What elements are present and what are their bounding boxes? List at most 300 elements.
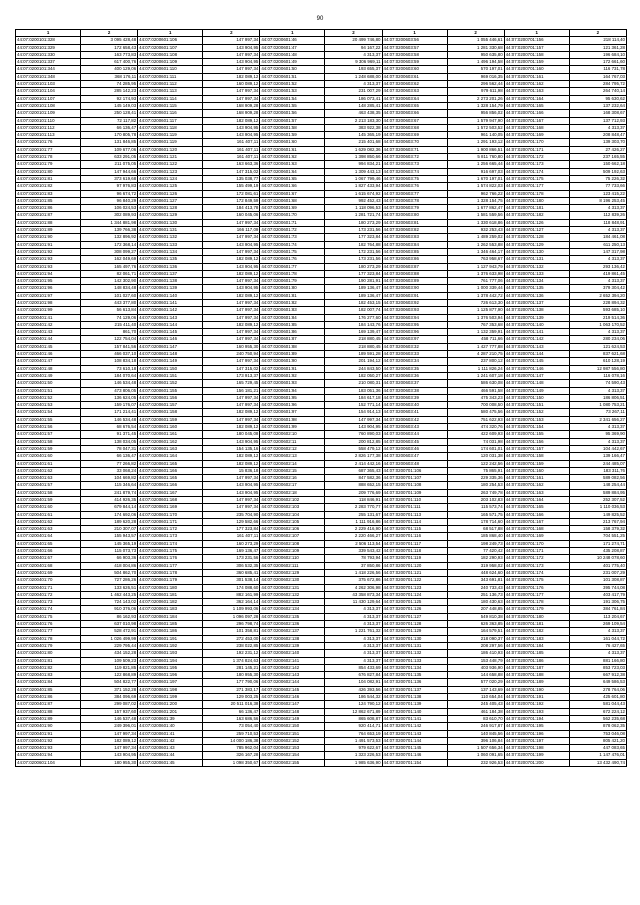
cadastral-value-cell: 426 393,56 xyxy=(325,686,382,693)
cadastral-value-cell: 1 418 226,56 xyxy=(325,569,382,576)
cadastral-number-cell: 44:07:0200601:77 xyxy=(260,263,325,270)
cadastral-value-cell: 147 315,02 xyxy=(203,365,260,372)
cadastral-value-cell: 191 306,75 xyxy=(569,599,626,606)
cadastral-value-cell: 4 313,37 xyxy=(325,657,382,664)
cadastral-value-cell: 474 320,76 xyxy=(447,424,504,431)
cadastral-value-cell: 158 379,32 xyxy=(569,526,626,533)
cadastral-value-cell: 210 307,07 xyxy=(81,526,138,533)
table-row xyxy=(16,358,627,365)
cadastral-number-cell: 44:07:0200401:79 xyxy=(16,642,81,649)
cadastral-value-cell: 1 581 559,56 xyxy=(447,212,504,219)
cadastral-value-cell: 143 904,95 xyxy=(203,124,260,131)
cadastral-value-cell: 210 080,31 xyxy=(325,380,382,387)
cadastral-number-cell: 44:07:0200701:135 xyxy=(504,285,569,292)
cadastral-number-cell: 44:07:0200601:57 xyxy=(260,117,325,124)
cadastral-value-cell: 182 089,12 xyxy=(203,292,260,299)
cadastral-value-cell: 4 313,37 xyxy=(569,278,626,285)
cadastral-number-cell: 44:07:0200601:49 xyxy=(260,59,325,66)
table-row xyxy=(16,88,627,95)
table-row xyxy=(16,241,627,248)
cadastral-number-cell: 44:07:0200101:83 xyxy=(16,190,81,197)
cadastral-number-cell: 44:07:0200701:165 xyxy=(504,102,569,109)
cadastral-number-cell: 44:07:0200602:146 xyxy=(260,694,325,701)
cadastral-number-cell: 44:07:0200601:41 xyxy=(138,730,203,737)
cadastral-number-cell: 44:07:0200701:161 xyxy=(504,475,569,482)
cadastral-value-cell: 108 834,18 xyxy=(81,358,138,365)
cadastral-number-cell: 44:07:0200601:167 xyxy=(138,489,203,496)
table-row xyxy=(16,168,627,175)
cadastral-number-cell: 44:07:0200602:11 xyxy=(260,438,325,445)
cadastral-number-cell: 44:07:0200701:156 xyxy=(504,438,569,445)
cadastral-value-cell: 767 353,68 xyxy=(447,321,504,328)
cadastral-number-cell: 44:07:0200101:98 xyxy=(16,299,81,306)
cadastral-value-cell: 961 140,05 xyxy=(447,132,504,139)
cadastral-value-cell: 147 997,34 xyxy=(203,51,260,58)
cadastral-number-cell: 44:07:0200601:124 xyxy=(138,175,203,182)
cadastral-value-cell: 251 136,73 xyxy=(447,591,504,598)
cadastral-number-cell: 44:07:0200701:186 xyxy=(504,657,569,664)
cadastral-value-cell: 76 427,65 xyxy=(569,642,626,649)
cadastral-value-cell: 184 413,78 xyxy=(203,205,260,212)
cadastral-value-cell: 11 430 129,64 xyxy=(325,599,382,606)
cadastral-number-cell: 44:07:0200603:67 xyxy=(382,117,447,124)
cadastral-value-cell: 443 377,80 xyxy=(81,299,138,306)
cadastral-value-cell: 168 909,28 xyxy=(203,102,260,109)
cadastral-value-cell: 916 697,03 xyxy=(447,168,504,175)
cadastral-value-cell: 373 619,68 xyxy=(81,175,138,182)
cadastral-value-cell: 147 997,34 xyxy=(203,497,260,504)
table-row xyxy=(16,292,627,299)
cadastral-value-cell: 162 049,69 xyxy=(81,256,138,263)
cadastral-value-cell: 753 046,08 xyxy=(569,730,626,737)
cadastral-number-cell: 44:07:0200602:135 xyxy=(260,613,325,620)
cadastral-value-cell: 888 652,15 xyxy=(325,482,382,489)
cadastral-number-cell: 44:07:0200701:183 xyxy=(504,635,569,642)
cadastral-number-cell: 44:07:0200401:93 xyxy=(16,745,81,752)
cadastral-number-cell: 44:07:0200701:142 xyxy=(382,723,447,730)
cadastral-number-cell: 44:07:0200401:59 xyxy=(16,497,81,504)
cadastral-value-cell: 73 610,18 xyxy=(81,365,138,372)
cadastral-number-cell: 44:07:0200603:64 xyxy=(382,95,447,102)
cadastral-value-cell: 143 904,95 xyxy=(203,59,260,66)
cadastral-number-cell: 44:07:0200602:12 xyxy=(260,445,325,452)
page-number: 90 xyxy=(316,16,324,22)
cadastral-value-cell: 528 472,91 xyxy=(81,628,138,635)
table-row xyxy=(16,402,627,409)
cadastral-number-cell: 44:07:0200603:33 xyxy=(382,351,447,358)
cadastral-value-cell: 244 843,50 xyxy=(325,365,382,372)
cadastral-number-cell: 44:07:0200602:105 xyxy=(260,518,325,525)
table-row xyxy=(16,285,627,292)
cadastral-value-cell: 1 374 824,63 xyxy=(203,657,260,664)
cadastral-value-cell: 1 111 826,24 xyxy=(447,365,504,372)
cadastral-number-cell: 44:07:0200601:43 xyxy=(138,745,203,752)
cadastral-number-cell: 44:07:0200601:139 xyxy=(138,285,203,292)
cadastral-number-cell: 44:07:0200601:127 xyxy=(138,197,203,204)
cadastral-value-cell: 113 204,67 xyxy=(569,613,626,620)
table-row xyxy=(16,205,627,212)
cadastral-value-cell: 250 128,41 xyxy=(81,110,138,117)
cadastral-number-cell: 44:07:0200701:194 xyxy=(504,715,569,722)
cadastral-value-cell: 143 904,95 xyxy=(203,44,260,51)
cadastral-number-cell: 44:07:0200603:81 xyxy=(382,219,447,226)
cadastral-number-cell: 44:07:0200701:187 xyxy=(504,664,569,671)
cadastral-value-cell: 129 582,66 xyxy=(203,518,260,525)
cadastral-number-cell: 44:07:0200602:144 xyxy=(260,679,325,686)
cadastral-value-cell: 176 277,60 xyxy=(325,314,382,321)
cadastral-number-cell: 44:07:0200701:162 xyxy=(504,81,569,88)
cadastral-value-cell: 13 432 490,74 xyxy=(569,759,626,766)
cadastral-value-cell: 326 167,28 xyxy=(203,752,260,759)
cadastral-number-cell: 44:07:0200701:147 xyxy=(504,372,569,379)
cadastral-number-cell: 44:07:0200602:141 xyxy=(260,657,325,664)
cadastral-number-cell: 44:07:0200701:195 xyxy=(504,723,569,730)
cadastral-value-cell: 172 661,60 xyxy=(569,59,626,66)
cadastral-value-cell: 143 904,95 xyxy=(203,489,260,496)
cadastral-value-cell: 182 290,93 xyxy=(447,555,504,562)
cadastral-value-cell: 171 214,41 xyxy=(81,409,138,416)
cadastral-value-cell: 218 114,40 xyxy=(569,37,626,44)
cadastral-number-cell: 44:07:0200602:153 xyxy=(260,745,325,752)
cadastral-value-cell: 2 341 656,27 xyxy=(569,416,626,423)
cadastral-value-cell: 383 922,38 xyxy=(325,124,382,131)
cadastral-value-cell: 184 461,08 xyxy=(569,234,626,241)
cadastral-value-cell: 208 297,56 xyxy=(447,642,504,649)
cadastral-value-cell: 271 383,17 xyxy=(203,686,260,693)
cadastral-number-cell: 44:07:0200101:103 xyxy=(16,81,81,88)
cadastral-number-cell: 44:07:0200603:58 xyxy=(382,51,447,58)
cadastral-value-cell: 148 285,41 xyxy=(325,102,382,109)
cadastral-number-cell: 44:07:0200701:184 xyxy=(504,642,569,649)
cadastral-number-cell: 44:07:0200701:159 xyxy=(504,460,569,467)
cadastral-value-cell: 4 313,37 xyxy=(569,329,626,336)
cadastral-number-cell: 44:07:0200701:165 xyxy=(504,504,569,511)
cadastral-value-cell: 463 438,35 xyxy=(325,110,382,117)
cadastral-value-cell: 403 417,79 xyxy=(569,591,626,598)
table-row xyxy=(16,139,627,146)
cadastral-number-cell: 44:07:0200601:128 xyxy=(138,205,203,212)
cadastral-number-cell: 44:07:0200101:86 xyxy=(16,205,81,212)
cadastral-number-cell: 44:07:0200601:158 xyxy=(138,409,203,416)
cadastral-number-cell: 44:07:0200603:69 xyxy=(382,132,447,139)
cadastral-number-cell: 44:07:0200701:153 xyxy=(504,416,569,423)
cadastral-number-cell: 44:07:0200601:109 xyxy=(138,59,203,66)
cadastral-value-cell: 183 311,76 xyxy=(569,467,626,474)
cadastral-number-cell: 44:07:0200701:182 xyxy=(504,628,569,635)
cadastral-value-cell: 182 089,12 xyxy=(203,460,260,467)
cadastral-number-cell: 44:07:0200603:47 xyxy=(382,453,447,460)
cadastral-value-cell: 2 826 177,38 xyxy=(325,453,382,460)
cadastral-number-cell: 44:07:0200101:80 xyxy=(16,168,81,175)
cadastral-number-cell: 44:07:0200601:71 xyxy=(260,219,325,226)
cadastral-number-cell: 44:07:0200101:91 xyxy=(16,241,81,248)
cadastral-value-cell: 12 862 671,89 xyxy=(325,708,382,715)
cadastral-number-cell: 44:07:0200603:46 xyxy=(382,445,447,452)
cadastral-value-cell: 558 479,12 xyxy=(325,445,382,452)
cadastral-value-cell: 172 658,43 xyxy=(81,44,138,51)
cadastral-value-cell: 2 283 770,77 xyxy=(325,504,382,511)
cadastral-value-cell: 1 291 193,12 xyxy=(447,139,504,146)
cadastral-value-cell: 1 323 226,53 xyxy=(325,752,382,759)
cadastral-value-cell: 155 499,19 xyxy=(203,183,260,190)
cadastral-number-cell: 44:07:0200701:177 xyxy=(504,183,569,190)
cadastral-number-cell: 44:07:0200101:94 xyxy=(16,270,81,277)
header-cell: 2 xyxy=(569,30,626,37)
cadastral-number-cell: 44:07:0200603:95 xyxy=(382,321,447,328)
cadastral-value-cell: 143 904,95 xyxy=(81,752,138,759)
cadastral-value-cell: 161 407,11 xyxy=(203,533,260,540)
header-cell: 1 xyxy=(260,30,325,37)
cadastral-number-cell: 44:07:0200601:67 xyxy=(260,190,325,197)
table-row xyxy=(16,37,627,44)
table-row xyxy=(16,679,627,686)
cadastral-value-cell: 617 400,76 xyxy=(81,59,138,66)
cadastral-value-cell: 1 132 359,91 xyxy=(447,329,504,336)
cadastral-value-cell: 148 834,48 xyxy=(81,285,138,292)
cadastral-number-cell: 44:07:0200701:113 xyxy=(382,511,447,518)
cadastral-value-cell: 418 004,86 xyxy=(81,562,138,569)
cadastral-number-cell: 44:07:0200601:39 xyxy=(138,715,203,722)
cadastral-value-cell: 384 096,69 xyxy=(81,694,138,701)
cadastral-value-cell: 1 241 607,18 xyxy=(447,372,504,379)
header-cell: 2 xyxy=(203,30,260,37)
cadastral-value-cell: 86 162,93 xyxy=(81,613,138,620)
cadastral-number-cell: 44:07:0200401:60 xyxy=(16,453,81,460)
table-row xyxy=(16,197,627,204)
cadastral-number-cell: 44:07:0200401:59 xyxy=(16,445,81,452)
cadastral-number-cell: 44:07:0200601:114 xyxy=(138,95,203,102)
cadastral-value-cell: 182 089,12 xyxy=(203,453,260,460)
cadastral-number-cell: 44:07:0200601:134 xyxy=(138,248,203,255)
cadastral-value-cell: 4 262 306,98 xyxy=(325,584,382,591)
cadastral-value-cell: 147 997,34 xyxy=(203,504,260,511)
cadastral-value-cell: 1 489 259,02 xyxy=(447,234,504,241)
cadastral-value-cell: 20 499 746,80 xyxy=(325,37,382,44)
cadastral-number-cell: 44:07:0200401:57 xyxy=(16,482,81,489)
cadastral-value-cell: 461 184,38 xyxy=(447,708,504,715)
cadastral-value-cell: 163 663,36 xyxy=(203,161,260,168)
header-cell: 1 xyxy=(16,30,81,37)
cadastral-value-cell: 186 544,32 xyxy=(325,694,382,701)
cadastral-number-cell: 44:07:0200601:173 xyxy=(138,533,203,540)
cadastral-number-cell: 44:07:0200603:68 xyxy=(382,124,447,131)
cadastral-value-cell: 293 136,42 xyxy=(569,263,626,270)
cadastral-number-cell: 44:07:0200602:151 xyxy=(260,730,325,737)
cadastral-number-cell: 44:07:0200401:64 xyxy=(16,533,81,540)
cadastral-value-cell: 215 401,68 xyxy=(325,139,382,146)
table-row xyxy=(16,562,627,569)
cadastral-number-cell: 44:07:0200601:130 xyxy=(138,219,203,226)
cadastral-number-cell: 44:07:0200601:169 xyxy=(138,504,203,511)
cadastral-number-cell: 44:07:0200701:143 xyxy=(382,730,447,737)
cadastral-value-cell: 145 365,19 xyxy=(81,540,138,547)
cadastral-number-cell: 44:07:0200603:88 xyxy=(382,270,447,277)
cadastral-value-cell: 589 082,56 xyxy=(569,475,626,482)
table-row xyxy=(16,329,627,336)
cadastral-number-cell: 44:07:0200602:18 xyxy=(260,489,325,496)
table-row xyxy=(16,59,627,66)
cadastral-value-cell: 101 027,60 xyxy=(81,292,138,299)
cadastral-number-cell: 44:07:0200701:132 xyxy=(382,650,447,657)
cadastral-number-cell: 44:07:0200601:91 xyxy=(260,365,325,372)
cadastral-value-cell: 156 181,21 xyxy=(203,387,260,394)
cadastral-value-cell: 586 630,08 xyxy=(447,380,504,387)
cadastral-number-cell: 44:07:0200701:115 xyxy=(382,526,447,533)
cadastral-number-cell: 44:07:0200601:111 xyxy=(138,73,203,80)
cadastral-value-cell: 147 997,34 xyxy=(203,358,260,365)
cadastral-number-cell: 44:07:0200401:61 xyxy=(16,511,81,518)
cadastral-value-cell: 143 904,95 xyxy=(203,438,260,445)
cadastral-number-cell: 44:07:0200101:97 xyxy=(16,292,81,299)
cadastral-value-cell: 785 962,04 xyxy=(203,745,260,752)
cadastral-number-cell: 44:07:0200701:170 xyxy=(504,540,569,547)
cadastral-value-cell: 173 231,56 xyxy=(325,256,382,263)
table-row xyxy=(16,694,627,701)
cadastral-value-cell: 285 142,23 xyxy=(81,88,138,95)
cadastral-number-cell: 44:07:0200401:86 xyxy=(16,694,81,701)
cadastral-number-cell: 44:07:0200601:104 xyxy=(16,759,81,766)
cadastral-number-cell: 44:07:0200701:108 xyxy=(382,482,447,489)
cadastral-number-cell: 44:07:0200701:154 xyxy=(382,759,447,766)
cadastral-number-cell: 44:07:0200603:96 xyxy=(382,329,447,336)
cadastral-number-cell: 44:07:0200701:125 xyxy=(382,599,447,606)
cadastral-value-cell: 422 609,93 xyxy=(447,431,504,438)
cadastral-value-cell: 246 917,87 xyxy=(447,723,504,730)
cadastral-number-cell: 44:07:0200701:189 xyxy=(504,679,569,686)
cadastral-number-cell: 44:07:0200601:140 xyxy=(138,292,203,299)
cadastral-value-cell: 1 127 943,79 xyxy=(447,263,504,270)
cadastral-number-cell: 44:07:0200603:42 xyxy=(382,416,447,423)
cadastral-value-cell: 3 095 428,48 xyxy=(81,37,138,44)
cadastral-number-cell: 44:07:0200101:107 xyxy=(16,95,81,102)
cadastral-value-cell: 1 262 553,88 xyxy=(447,241,504,248)
cadastral-value-cell: 74 031,98 xyxy=(447,438,504,445)
cadastral-number-cell: 44:07:0200701:160 xyxy=(504,66,569,73)
cadastral-number-cell: 44:07:0200701:185 xyxy=(504,650,569,657)
cadastral-value-cell: 169 139,47 xyxy=(325,329,382,336)
cadastral-number-cell: 44:07:0200601:94 xyxy=(260,387,325,394)
cadastral-number-cell: 44:07:0200701:136 xyxy=(382,679,447,686)
cadastral-number-cell: 44:07:0200701:167 xyxy=(504,117,569,124)
cadastral-value-cell: 425 601,80 xyxy=(569,694,626,701)
cadastral-value-cell: 149 825,52 xyxy=(569,511,626,518)
cadastral-value-cell: 160 089,12 xyxy=(203,81,260,88)
cadastral-number-cell: 44:07:0200602:133 xyxy=(260,599,325,606)
cadastral-number-cell: 44:07:0200701:168 xyxy=(504,124,569,131)
cadastral-value-cell: 992 452,43 xyxy=(325,197,382,204)
cadastral-value-cell: 180 955,30 xyxy=(203,672,260,679)
cadastral-value-cell: 143 904,95 xyxy=(203,482,260,489)
table-row xyxy=(16,146,627,153)
cadastral-value-cell: 580 475,56 xyxy=(447,409,504,416)
cadastral-number-cell: 44:07:0200601:176 xyxy=(138,555,203,562)
cadastral-value-cell: 147 944,66 xyxy=(81,168,138,175)
cadastral-value-cell: 4 313,37 xyxy=(569,124,626,131)
cadastral-value-cell: 171 274,71 xyxy=(569,540,626,547)
cadastral-value-cell: 147 997,34 xyxy=(203,307,260,314)
cadastral-number-cell: 44:07:0200601:159 xyxy=(138,416,203,423)
cadastral-number-cell: 44:07:0200401:92 xyxy=(16,737,81,744)
table-row xyxy=(16,95,627,102)
cadastral-value-cell: 395 744,08 xyxy=(569,584,626,591)
cadastral-number-cell: 44:07:0200602:145 xyxy=(260,686,325,693)
cadastral-number-cell: 44:07:0200101:92 xyxy=(16,248,81,255)
cadastral-number-cell: 44:07:0200701:198 xyxy=(504,745,569,752)
cadastral-number-cell: 44:07:0200601:131 xyxy=(138,227,203,234)
cadastral-number-cell: 44:07:0200601:193 xyxy=(138,650,203,657)
cadastral-value-cell: 760 890,03 xyxy=(325,431,382,438)
cadastral-number-cell: 44:07:0200601:61 xyxy=(260,146,325,153)
cadastral-value-cell: 184 143,76 xyxy=(325,321,382,328)
cadastral-value-cell: 401 775,40 xyxy=(569,562,626,569)
cadastral-number-cell: 44:07:0200601:72 xyxy=(260,227,325,234)
cadastral-number-cell: 44:07:0200401:78 xyxy=(16,635,81,642)
cadastral-value-cell: 1 579 947,90 xyxy=(447,117,504,124)
cadastral-value-cell: 182 453,15 xyxy=(325,299,382,306)
table-row xyxy=(16,336,627,343)
cadastral-value-cell: 112 839,26 xyxy=(569,212,626,219)
cadastral-value-cell: 152 771,14 xyxy=(325,402,382,409)
cadastral-value-cell: 231 007,29 xyxy=(569,569,626,576)
cadastral-number-cell: 44:07:0200602:136 xyxy=(260,621,325,628)
cadastral-value-cell: 203 102,83 xyxy=(447,497,504,504)
cadastral-value-cell: 146 534,48 xyxy=(81,416,138,423)
cadastral-value-cell: 570 197,01 xyxy=(447,66,504,73)
cadastral-number-cell: 44:07:0200603:91 xyxy=(382,292,447,299)
cadastral-number-cell: 44:07:0200601:166 xyxy=(138,482,203,489)
cadastral-number-cell: 44:07:0200601:84 xyxy=(260,314,325,321)
cadastral-value-cell: 2 220 466,27 xyxy=(325,533,382,540)
cadastral-number-cell: 44:07:0200701:197 xyxy=(504,737,569,744)
cadastral-value-cell: 2 229 416,90 xyxy=(325,526,382,533)
cadastral-value-cell: 96 674,72 xyxy=(81,190,138,197)
cadastral-value-cell: 173 231,56 xyxy=(203,555,260,562)
cadastral-value-cell: 218 090,37 xyxy=(447,635,504,642)
cadastral-number-cell: 44:07:0200401:62 xyxy=(16,467,81,474)
cadastral-number-cell: 44:07:0200401:58 xyxy=(16,438,81,445)
cadastral-number-cell: 44:07:0200701:163 xyxy=(504,489,569,496)
cadastral-value-cell: 252 307,52 xyxy=(569,497,626,504)
cadastral-number-cell: 44:07:0200401:77 xyxy=(16,628,81,635)
cadastral-value-cell: 82 061,71 xyxy=(81,270,138,277)
cadastral-value-cell: 182 089,12 xyxy=(203,270,260,277)
table-row xyxy=(16,351,627,358)
table-row xyxy=(16,504,627,511)
table-row xyxy=(16,701,627,708)
cadastral-value-cell: 178 714,60 xyxy=(447,518,504,525)
cadastral-number-cell: 44:07:0200601:80 xyxy=(260,285,325,292)
cadastral-number-cell: 44:07:0200601:97 xyxy=(260,409,325,416)
cadastral-value-cell: 66 136,47 xyxy=(81,453,138,460)
cadastral-value-cell: 1 281 721,74 xyxy=(325,212,382,219)
cadastral-value-cell: 121 361,28 xyxy=(569,44,626,51)
table-row xyxy=(16,154,627,161)
cadastral-number-cell: 44:07:0200701:173 xyxy=(504,562,569,569)
cadastral-number-cell: 44:07:0200602:16 xyxy=(260,475,325,482)
cadastral-number-cell: 44:07:0200603:35 xyxy=(382,365,447,372)
cadastral-value-cell: 308 099,27 xyxy=(81,248,138,255)
cadastral-value-cell: 726 613,30 xyxy=(447,299,504,306)
cadastral-value-cell: 164 579,51 xyxy=(447,628,504,635)
cadastral-value-cell: 182 089,12 xyxy=(203,424,260,431)
cadastral-value-cell: 43 358 873,34 xyxy=(325,591,382,598)
cadastral-value-cell: 278 764,06 xyxy=(569,686,626,693)
cadastral-value-cell: 95 630,62 xyxy=(569,95,626,102)
table-row xyxy=(16,555,627,562)
cadastral-number-cell: 44:07:0200601:120 xyxy=(138,146,203,153)
cadastral-number-cell: 44:07:0200601:141 xyxy=(138,299,203,306)
cadastral-number-cell: 44:07:0200401:55 xyxy=(16,416,81,423)
